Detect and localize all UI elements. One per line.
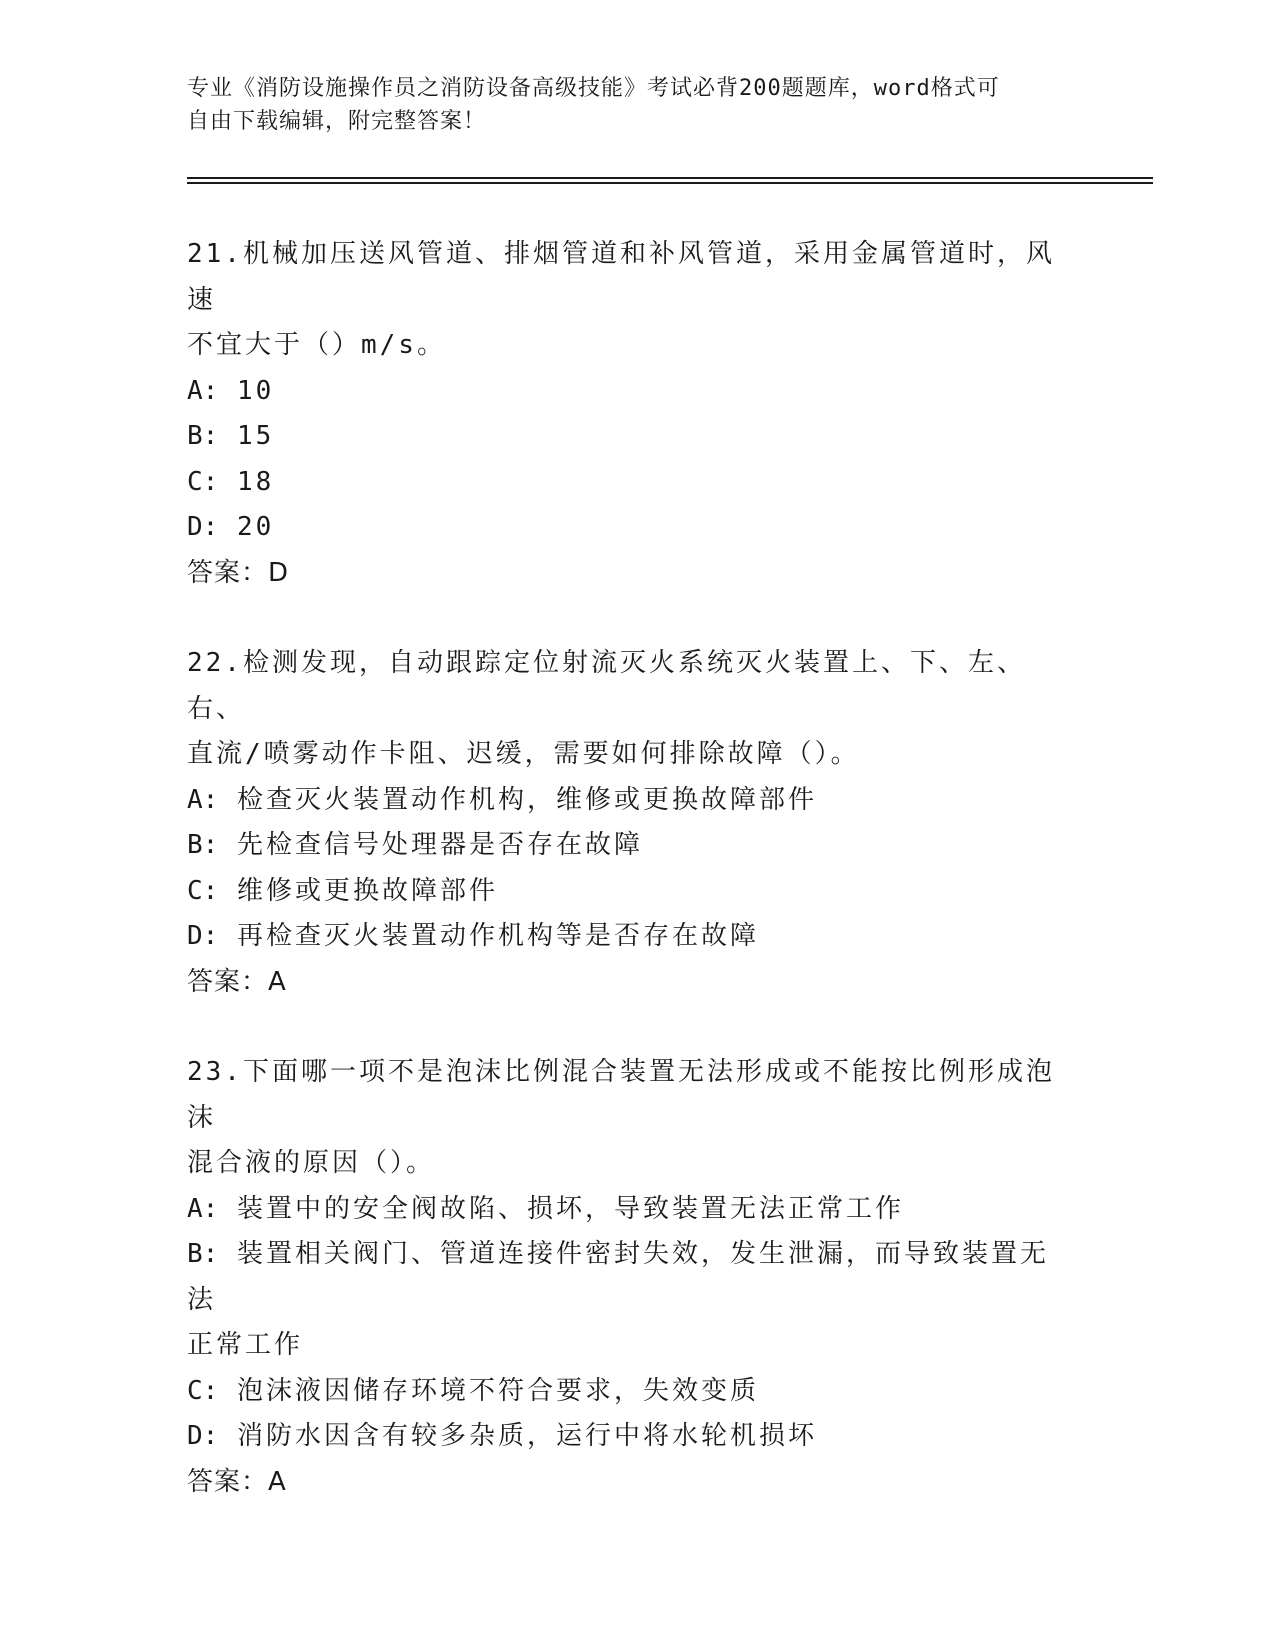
option-label: A:: [187, 375, 219, 406]
question-stem-line-1: 22.检测发现，自动跟踪定位射流灭火系统灭火装置上、下、左、右、: [187, 648, 1026, 724]
option-c: [187, 1369, 1067, 1415]
option-label: A:: [187, 784, 219, 815]
option-text: 再检查灭火装置动作机构等是否存在故障: [236, 921, 759, 951]
option-label: B:: [187, 830, 219, 860]
option-text: 检查灭火装置动作机构，维修或更换故障部件: [236, 784, 817, 815]
option-label: D:: [187, 921, 219, 951]
option-text: 泡沫液因储存环境不符合要求，失效变质: [236, 1375, 759, 1406]
question-stem-line-2: 混合液的原因（）。: [187, 1148, 436, 1178]
header-line-2: 自由下载编辑，附完整答案！: [187, 109, 487, 134]
option-label: D:: [187, 1421, 219, 1451]
option-b: [187, 414, 1067, 460]
option-b: [187, 1232, 1067, 1323]
option-a: [187, 778, 1067, 824]
option-text: 18: [236, 466, 275, 497]
option-a: [187, 1187, 1067, 1233]
option-text: 先检查信号处理器是否存在故障: [236, 830, 643, 860]
option-text: 20: [236, 512, 275, 542]
question-stem-line-1: 21.机械加压送风管道、排烟管道和补风管道，采用金属管道时，风速: [187, 239, 1055, 315]
option-b-continuation: 正常工作: [187, 1330, 304, 1360]
document-header: [187, 72, 1067, 138]
header-line-1: 专业《消防设施操作员之消防设备高级技能》考试必背200题题库，word格式可: [187, 76, 1000, 101]
question-stem-line-2: 不宜大于（）m/s。: [187, 330, 446, 360]
option-label: D:: [187, 512, 219, 542]
option-a: [187, 369, 1067, 415]
option-c: [187, 869, 1067, 915]
question-21: [187, 232, 1067, 596]
question-list: [187, 232, 1067, 1550]
option-text: 15: [236, 421, 275, 451]
question-23: [187, 1050, 1067, 1505]
option-b: [187, 823, 1067, 869]
option-c: [187, 460, 1067, 506]
option-label: C:: [187, 1375, 219, 1406]
option-label: B:: [187, 421, 219, 451]
header-divider-bottom: [187, 182, 1153, 184]
answer-line: 答案：A: [187, 966, 287, 997]
option-d: [187, 1414, 1067, 1460]
option-label: A:: [187, 1193, 219, 1224]
option-label: C:: [187, 466, 219, 497]
question-stem-line-1: 23.下面哪一项不是泡沫比例混合装置无法形成或不能按比例形成泡沫: [187, 1057, 1055, 1133]
option-d: [187, 914, 1067, 960]
header-divider-top: [187, 177, 1153, 179]
question-stem-line-2: 直流/喷雾动作卡阻、迟缓，需要如何排除故障（）。: [187, 739, 860, 769]
option-label: B:: [187, 1239, 219, 1269]
option-d: [187, 505, 1067, 551]
answer-line: 答案：A: [187, 1466, 287, 1497]
answer-line: 答案：D: [187, 557, 290, 588]
option-text: 装置相关阀门、管道连接件密封失效，发生泄漏，而导致装置无法: [187, 1239, 1049, 1315]
option-text: 10: [236, 375, 275, 406]
option-text: 维修或更换故障部件: [236, 875, 498, 906]
option-text: 装置中的安全阀故陷、损坏，导致装置无法正常工作: [236, 1193, 904, 1224]
option-label: C:: [187, 875, 219, 906]
option-text: 消防水因含有较多杂质，运行中将水轮机损坏: [236, 1421, 817, 1451]
question-22: [187, 641, 1067, 1005]
